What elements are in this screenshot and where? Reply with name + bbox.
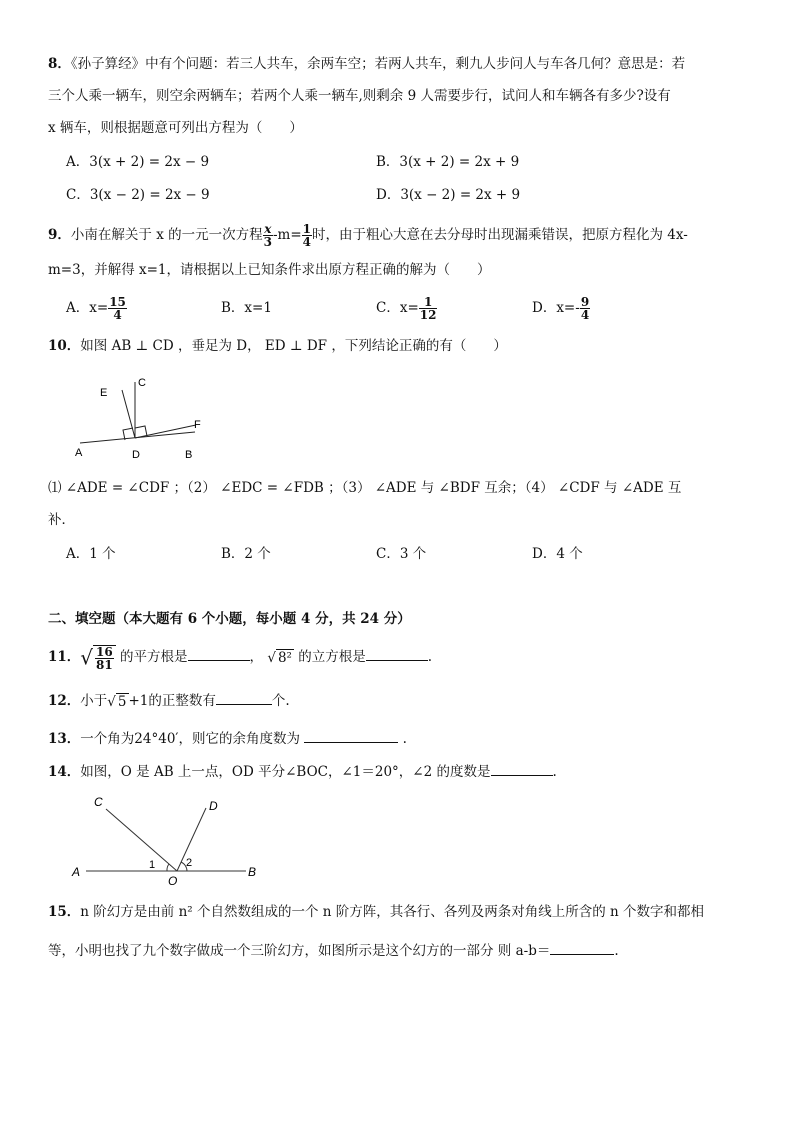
q9-number: 9．	[48, 227, 71, 243]
right-angle-mark-2	[135, 426, 147, 436]
section-title: 二、填空题（本大题有 6 个小题，每小题 4 分，共 24 分）	[48, 611, 411, 627]
q8-option-a[interactable]: A．3(x + 2) = 2x − 9	[66, 154, 210, 170]
label-angle-2: 2	[186, 857, 193, 869]
q12-text-a: 小于	[80, 693, 108, 709]
q13-blank[interactable]	[304, 728, 398, 743]
q8-number: 8．	[48, 56, 71, 72]
q10-option-c[interactable]: C．3 个	[376, 546, 427, 562]
option-fraction	[108, 296, 127, 321]
q14-number: 14．	[48, 764, 81, 780]
option-fraction	[419, 296, 438, 321]
q8-line1	[48, 54, 746, 74]
q10-figure	[70, 370, 210, 465]
q10-text: 如图 AB ⊥ CD ，垂足为 D， ED ⊥ DF ，下列结论正确的有（ ）	[80, 338, 507, 354]
q9-line1	[48, 222, 746, 248]
option-fraction	[580, 296, 590, 321]
q15-text-1: n 阶幻方是由前 n² 个自然数组成的一个 n 阶方阵，其各行、各列及两条对角线上所含的 n 个数字和都相	[80, 904, 705, 920]
q11-line: 11．√ $\frac{16}{81}$ 的平方根是 ， √ 8² 的立方根是 .	[48, 640, 746, 675]
label-o: O	[168, 874, 178, 888]
q13-text: 一个角为24°40′，则它的余角度数为	[80, 731, 300, 747]
label-b: B	[185, 449, 193, 461]
q13-line	[48, 728, 746, 749]
frac-numerator: 1	[419, 296, 438, 309]
line-de	[122, 390, 135, 438]
frac-denominator: 4	[302, 235, 312, 249]
q10-option-b[interactable]: B．2 个	[221, 546, 271, 562]
q11-number: 11．	[48, 649, 81, 665]
q8-line2: 三个人乘一辆车，则空余两辆车；若两个人乘一辆车,则剩余 9 人需要步行，试问人和车辆各有多少?设有	[48, 88, 671, 104]
q14-text: 如图，O 是 AB 上一点，OD 平分∠BOC，∠1＝20°，∠2 的度数是	[80, 764, 491, 780]
q14-figure	[66, 790, 276, 890]
label-c: C	[94, 795, 103, 809]
q9-fraction-1-over-4	[302, 223, 312, 248]
q10-number: 10．	[48, 338, 81, 354]
line-df	[135, 425, 196, 438]
label-f: F	[194, 419, 201, 431]
label-e: E	[100, 387, 108, 399]
option-prefix: D．x=-	[532, 300, 580, 316]
label-d: D	[132, 449, 140, 461]
sqrt-5: √ 5	[107, 693, 127, 710]
label-c: C	[138, 377, 146, 389]
frac-numerator: 15	[109, 295, 126, 309]
q8-text-1: 《孙子算经》中有个问题：若三人共车，余两车空；若两人共车，剩九人步问人与车各几何？意思是：若	[70, 56, 686, 72]
q15-number: 15．	[48, 904, 81, 920]
q13-end: .	[402, 731, 407, 747]
q9-option-a[interactable]	[66, 294, 127, 322]
option-prefix: C．x=	[376, 300, 419, 316]
sqrt-8-squared: √ 8²	[267, 649, 292, 666]
sqrt-inner: 5	[117, 693, 127, 710]
q12-line	[48, 690, 746, 712]
q9-option-d[interactable]	[532, 294, 590, 322]
q15-blank[interactable]	[550, 940, 614, 955]
sqrt-inner: 8²	[277, 649, 292, 666]
q14-end: .	[552, 764, 557, 780]
q11-text-b: 的立方根是	[298, 649, 366, 665]
q15-line2	[48, 940, 746, 961]
q15-text-2: 等，小明也找了九个数字做成一个三阶幻方，如图所示是这个幻方的一部分 则 a-b＝	[48, 943, 551, 959]
option-prefix: A．x=	[66, 300, 109, 316]
q13-number: 13．	[48, 731, 81, 747]
frac-numerator: 9	[580, 295, 590, 309]
sqrt-fraction: √ $\frac{16}{81}$	[80, 640, 115, 675]
frac-denominator: 4	[580, 308, 590, 322]
q9-fraction-x-over-3	[263, 223, 273, 248]
q9-option-c[interactable]	[376, 294, 437, 322]
q11-blank-2[interactable]	[366, 646, 428, 661]
line-oc	[106, 809, 177, 871]
q8-option-b[interactable]: B．3(x + 2) = 2x + 9	[376, 154, 520, 170]
q9-text-a: 小南在解关于 x 的一元一次方程	[70, 227, 263, 243]
angle-1-arc	[167, 864, 169, 871]
label-d: D	[209, 799, 218, 813]
q9-text-b: -m=	[272, 227, 302, 243]
q14-blank[interactable]	[491, 761, 553, 776]
q8-line3: x 辆车，则根据题意可列出方程为（ ）	[48, 120, 303, 136]
frac-denominator: 4	[113, 308, 122, 322]
q10-option-a[interactable]: A．1 个	[66, 546, 116, 562]
q15-end: .	[614, 943, 619, 959]
q12-text-b: +1的正整数有	[128, 693, 216, 709]
q8-option-d[interactable]: D．3(x − 2) = 2x + 9	[376, 187, 521, 203]
frac-numerator: 16	[96, 644, 113, 659]
label-b: B	[248, 865, 257, 879]
frac-denominator: 12	[419, 308, 437, 322]
q9-text-c: 时，由于粗心大意在去分母时出现漏乘错误，把原方程化为 4x-	[312, 227, 688, 243]
frac-denominator: 3	[263, 235, 272, 249]
q10-statements: ⑴ ∠ADE = ∠CDF ；（2） ∠EDC = ∠FDB ；（3） ∠ADE 与 ∠BDF 互余；（4） ∠CDF 与 ∠ADE 互	[48, 480, 682, 496]
label-a: A	[75, 447, 83, 459]
q11-text-a: 的平方根是	[120, 649, 188, 665]
q12-number: 12．	[48, 693, 81, 709]
q10-line1	[48, 336, 746, 356]
q8-option-c[interactable]: C．3(x − 2) = 2x − 9	[66, 187, 210, 203]
q14-line	[48, 761, 746, 782]
frac-numerator: x	[264, 222, 272, 236]
q12-blank[interactable]	[216, 690, 272, 705]
q10-statements-cont: 补．	[48, 512, 75, 528]
frac-numerator: 1	[302, 222, 312, 236]
q15-line1	[48, 902, 746, 922]
label-angle-1: 1	[149, 859, 156, 871]
q12-text-c: 个.	[271, 693, 290, 709]
frac-denominator: 81	[96, 657, 113, 672]
q9-option-b[interactable]: B．x=1	[221, 300, 272, 316]
q10-option-d[interactable]: D．4 个	[532, 546, 583, 562]
q9-line2: m=3，并解得 x=1，请根据以上已知条件求出原方程正确的解为（ ）	[48, 262, 491, 278]
q11-blank-1[interactable]	[188, 646, 250, 661]
label-a: A	[72, 865, 81, 879]
q11-end: .	[427, 649, 433, 665]
